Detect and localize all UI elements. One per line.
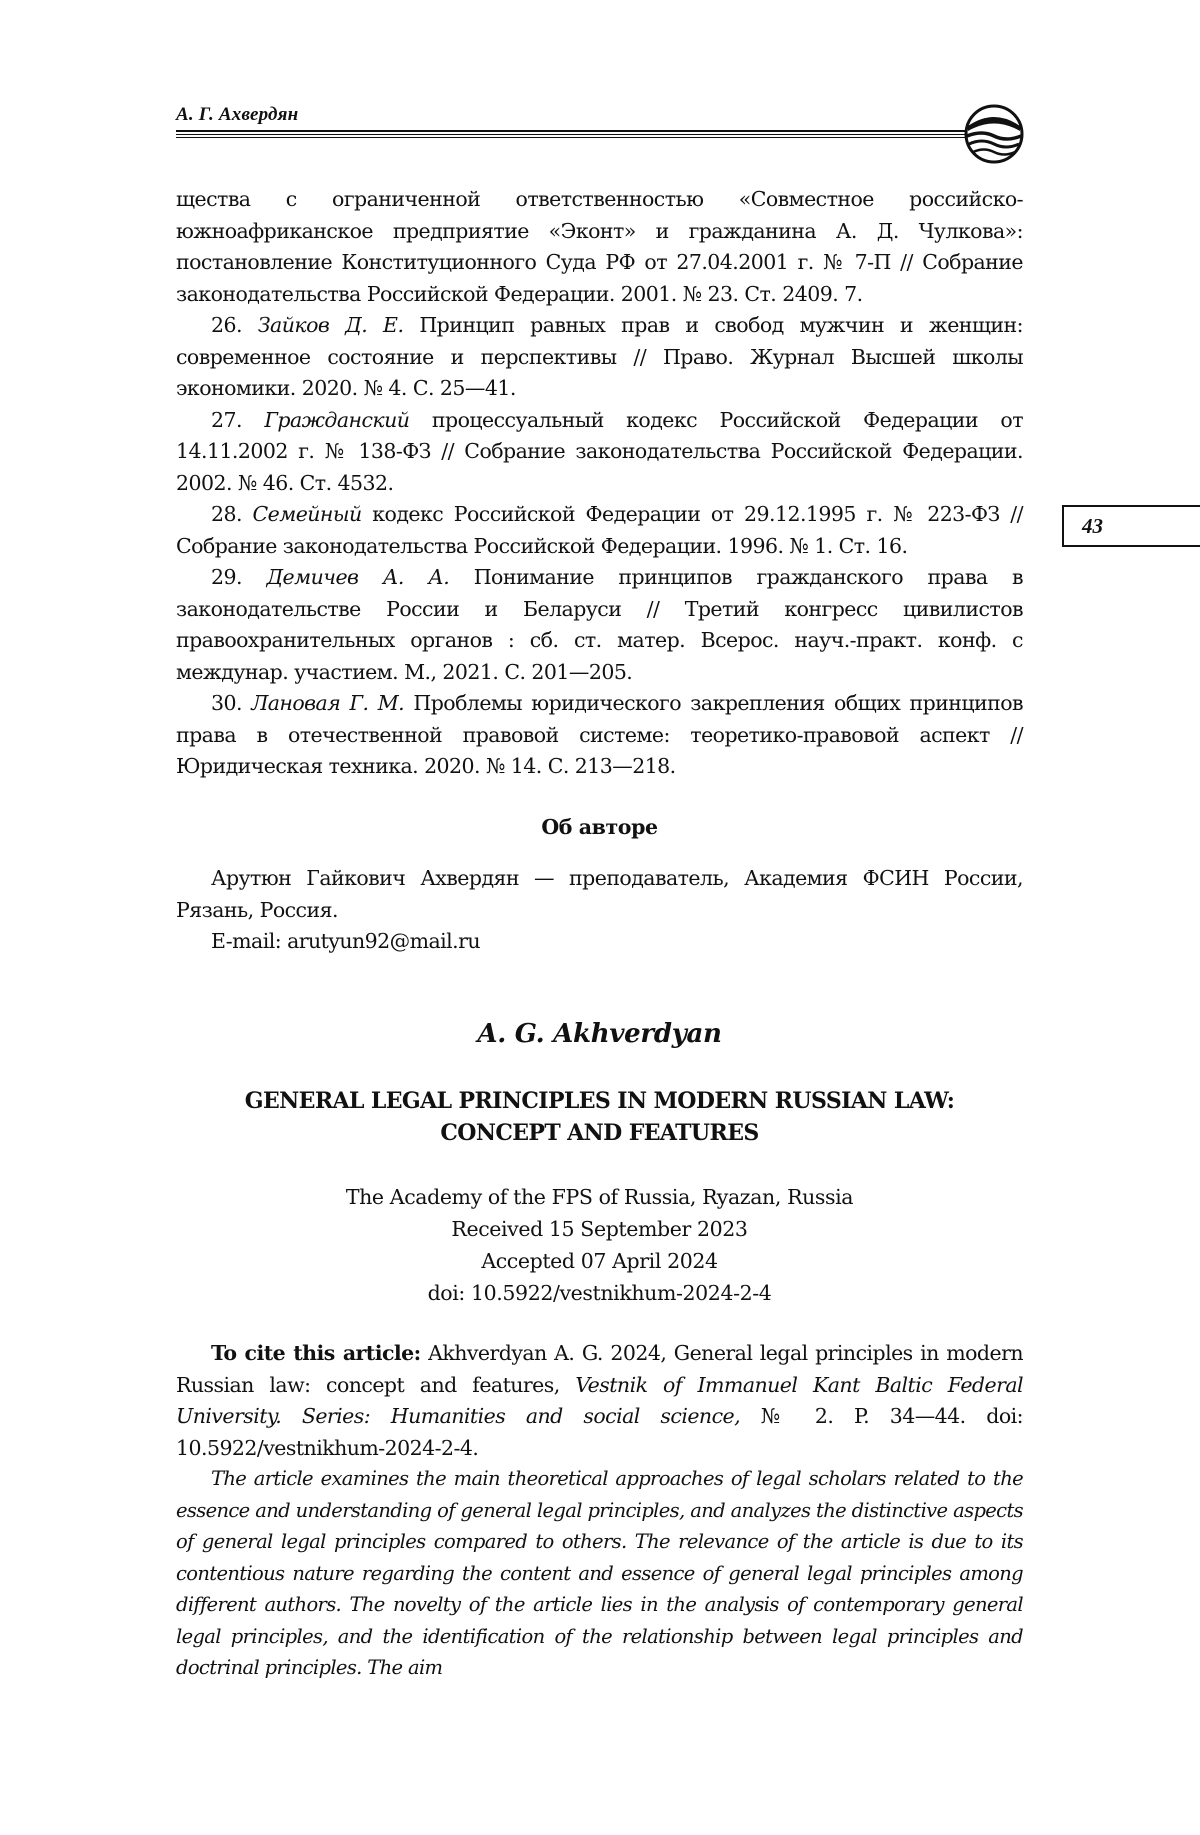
reference-item [176,688,1023,783]
about-author-section [176,863,1023,958]
reference-number: 29. [211,565,242,589]
reference-list [176,184,1023,783]
citation-text: Akhverdyan A. G. 2024, General legal principles in modern Russian law: concept and features, [176,1341,1023,1397]
reference-number: 26. [211,313,242,337]
doi: doi: 10.5922/vestnikhum-2024-2-4 [427,1281,772,1305]
article-meta [176,1181,1023,1309]
reference-item: щества с ограниченной ответственностью «Совместное российско-южноафриканское предприятие «Эконт» и гражданина А. Д. Чулкова»: постановление Конституционного Суда РФ от 27.04.2001 г. № 7-П // Собрание законодательства Российской Федерации. 2001. № 23. Ст. 2409. 7. [176,187,1023,306]
reference-number: 30. [211,691,242,715]
reference-item [176,562,1023,688]
reference-text: Понимание принципов гражданского права в законодательстве России и Беларуси // Третий конгресс цивилистов правоохранительных органов : сб. ст. матер. Всерос. науч.-практ. конф. с междунар. участием. М., 2021. С. 201—205. [176,565,1024,684]
citation-journal: Vestnik of Immanuel Kant Baltic Federal University. Series: Humanities and social science, [176,1372,1024,1428]
reference-author: Зайков Д. Е. [257,313,404,337]
header-rule [176,134,970,135]
reference-author: Семейный [252,502,362,526]
affiliation: The Academy of the FPS of Russia, Ryazan, Russia [345,1185,854,1209]
reference-number: 28. [211,502,242,526]
reference-number: 27. [211,407,242,432]
received-date: Received 15 September 2023 [451,1217,748,1241]
reference-text: Проблемы юридического закрепления общих принципов права в отечественной правовой системе: теоретико-правовой аспект // Юридическая техника. 2020. № 14. С. 213—218. [176,691,1024,778]
reference-author: Демичев А. А. [266,565,450,589]
citation-block [176,1338,1023,1464]
abstract-text: The article examines the main theoretical approaches of legal scholars related to the essence and understanding of general legal principles, and analyzes the distinctive aspects of general legal principles compared to others. The relevance of the article is due to its contentious nature regarding the content and essence of general legal principles among different authors. The novelty of the article lies in the analysis of contemporary general legal principles, and the identification of the relationship between legal principles and doctrinal principles. The aim [176,1467,1023,1679]
title-line: CONCEPT AND FEATURES [440,1120,759,1146]
journal-wave-logo-icon [962,102,1026,166]
reference-author: Гражданский [264,407,410,432]
citation-text: № 2. P. 34—44. doi: 10.5922/vestnikhum-2024-2-4. [176,1404,1023,1460]
reference-author: Лановая Г. М. [251,691,405,715]
title-line: GENERAL LEGAL PRINCIPLES IN MODERN RUSSIAN LAW: [244,1088,955,1114]
author-bio: Арутюн Гайкович Ахвердян — преподаватель, Академия ФСИН России, Рязань, Россия. [176,866,1023,922]
author-email: E-mail: arutyun92@mail.ru [211,929,481,953]
running-head-author: А. Г. Ахвердян [176,104,299,125]
header-rule [176,137,970,138]
english-author-name: A. G. Akhverdyan [477,1019,722,1049]
header-rule [176,130,970,132]
reference-text: Принцип равных прав и свобод мужчин и женщин: современное состояние и перспективы // Право. Журнал Высшей школы экономики. 2020. № 4. С. 25—41. [176,313,1024,400]
abstract-block [176,1463,1023,1684]
accepted-date: Accepted 07 April 2024 [481,1249,718,1273]
citation [176,1338,1023,1464]
reference-item [176,310,1023,405]
page-number: 43 [1062,505,1200,547]
reference-item [176,405,1023,500]
citation-label: To cite this article: [211,1341,421,1365]
english-article-title [176,1085,1023,1149]
reference-item [176,499,1023,562]
about-author-heading: Об авторе [541,815,658,839]
reference-text: кодекс Российской Федерации от 29.12.1995 г. № 223-ФЗ // Собрание законодательства Российской Федерации. 1996. № 1. Ст. 16. [176,502,1024,558]
reference-text: процессуальный кодекс Российской Федерации от 14.11.2002 г. № 138-ФЗ // Собрание законодательства Российской Федерации. 2002. № 46. Ст. 4532. [176,407,1024,495]
